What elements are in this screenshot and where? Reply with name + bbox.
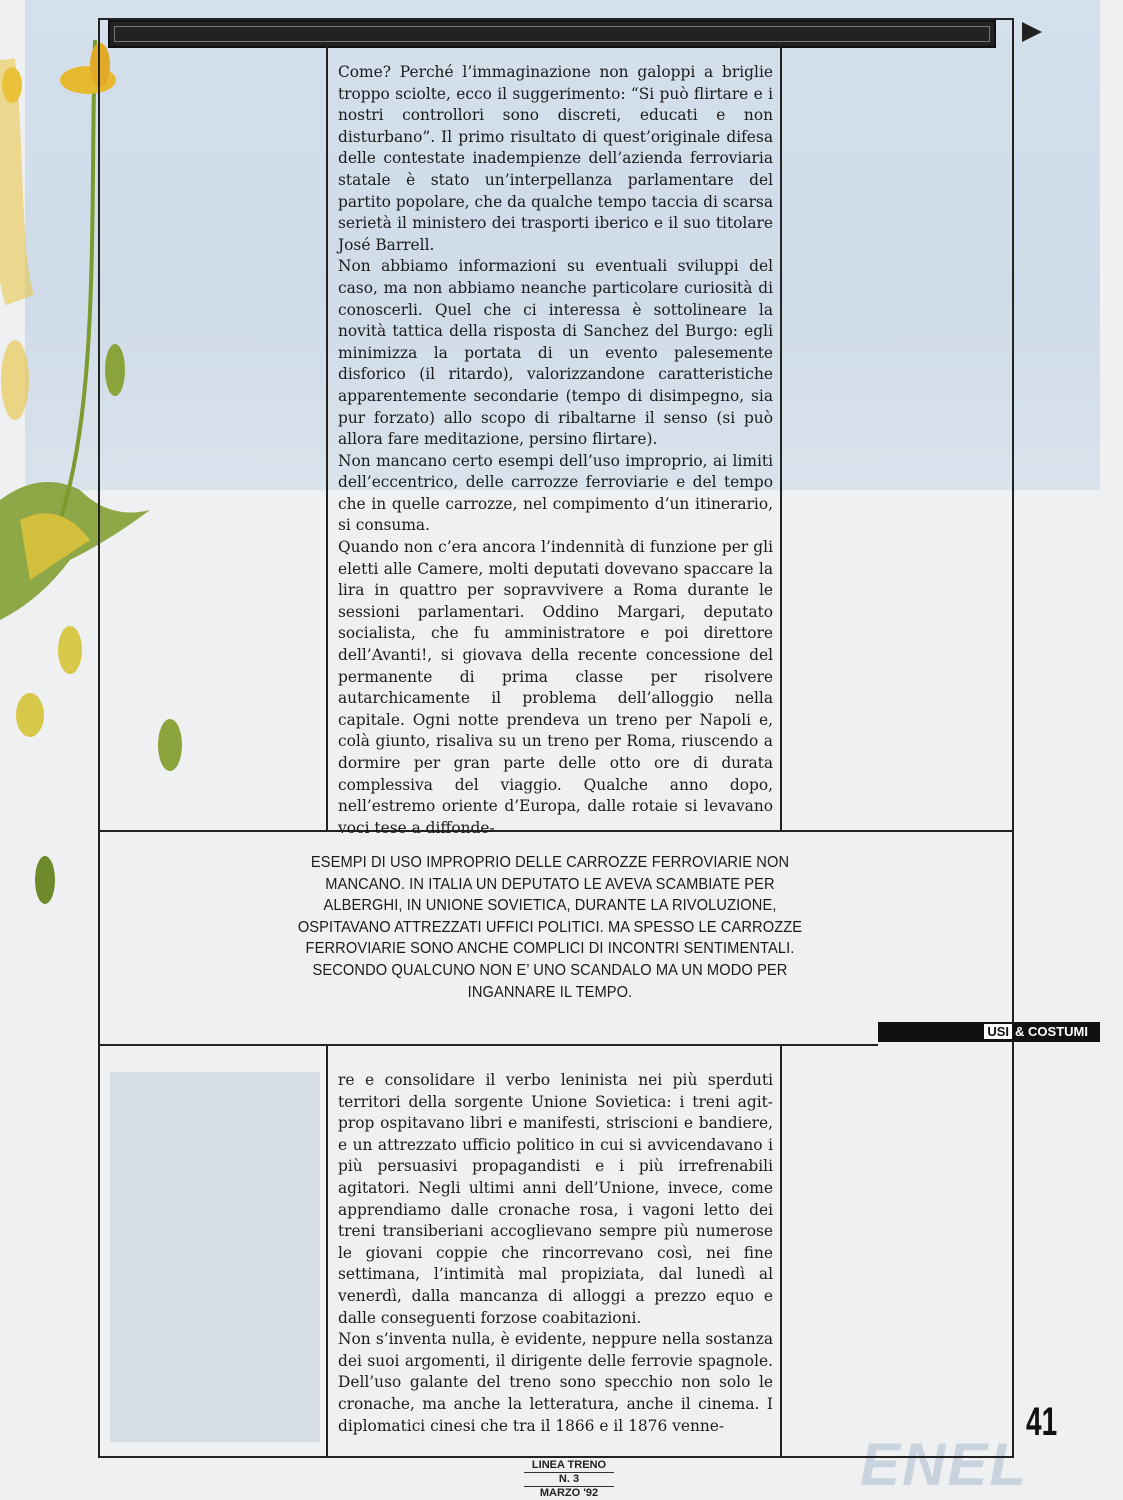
column-rule-right-lower <box>780 1044 782 1458</box>
arrow-right-icon <box>1022 22 1042 42</box>
magazine-footer <box>524 1459 614 1500</box>
paragraph: Non abbiamo informazioni su eventuali sviluppi del caso, ma non abbiamo neanche particolare curiosità di conoscerli. Quel che ci interessa è sottolineare la novità tattica della risposta di Sanchez del Burgo: egli minimizza la portata di un evento palesemente disforico (il ritardo), valorizzandone caratteristiche apparentemente secondarie (tempo di disimpegno, sia pur forzato) allo scopo di ribaltarne il senso (si può allora fare meditazione, persino flirtare). <box>338 257 773 449</box>
paragraph: Non s’inventa nulla, è evidente, neppure nella sostanza dei suoi argomenti, il dirigente delle ferrovie spagnole. Dell’uso galante del treno sono specchio non solo le cronache, ma anche la letteratura, anche il cinema. I diplomatici cinesi che tra il 1866 e il 1876 venne- <box>338 1330 773 1435</box>
paragraph: Come? Perché l’immaginazione non galoppi a briglie troppo sciolte, ecco il suggerimento: “Si può flirtare e i nostri controllori sono discreti, educati e non disturbano”. Il primo risultato di quest’originale difesa delle contestate inadempienze dell’azienda ferroviaria statale è stato un’interpellanza parlamentare del partito popolare, che da qualche tempo taccia di scarsa serietà il ministero dei trasporti iberico e il suo titolare José Barrell. <box>338 63 773 254</box>
section-tag <box>878 1022 1100 1042</box>
paragraph: re e consolidare il verbo leninista nei più sperduti territori della sorgente Unione Sovietica: i treni agit-prop ospitavano libri e manifesti, striscioni e bandiere, e un attrezzato ufficio politico in cui si avvicendavano i più persuasivi propagandisti e i più irrefrenabili agitatori. Negli ultimi anni dell’Unione, invece, come apprendiamo dalle cronache rosa, i vagoni letto dei treni transiberiani accoglievano sempre più numerose le giovani coppie che rincorrevano così, nei fine settimana, l’intimità mal propiziata, dal lunedì al venerdì, dalla mancanza di alloggi a prezzo equo e dalle conseguenti forzose coabitazioni. <box>338 1071 773 1327</box>
footer-magazine: LINEA TRENO <box>531 1459 607 1471</box>
column-rule-right <box>780 46 782 830</box>
article-column-2 <box>338 1070 773 1437</box>
column-rule-left <box>326 46 328 830</box>
background-logo: ENEL <box>860 1431 1029 1498</box>
article-column-1 <box>338 62 773 839</box>
section-tag-left: USI <box>984 1024 1012 1039</box>
paragraph: Non mancano certo esempi dell’uso improprio, ai limiti dell’eccentrico, delle carrozze ferroviarie e del tempo che in quelle carrozze, nel compimento d’un itinerario, si consuma. <box>338 451 773 535</box>
column-rule-left-lower <box>326 1044 328 1458</box>
top-bar <box>108 20 996 48</box>
section-tag-right: & COSTUMI <box>1015 1024 1088 1039</box>
pullquote-rule-bottom <box>98 1044 878 1046</box>
pull-quote: ESEMPI DI USO IMPROPRIO DELLE CARROZZE FERROVIARIE NON MANCANO. IN ITALIA UN DEPUTATO LE AVEVA SCAMBIATE PER ALBERGHI, IN UNIONE SOVIETICA, DURANTE LA RIVOLUZIONE, OSPITAVANO ATTREZZATI UFFICI POLITICI. MA SPESSO LE CARROZZE FERROVIARIE SONO ANCHE COMPLICI DI INCONTRI SENTIMENTALI. SECONDO QUALCUNO NON E’ UNO SCANDALO MA UN MODO PER INGANNARE IL TEMPO. <box>297 854 803 1001</box>
footer-issue: N. 3 <box>524 1472 614 1486</box>
footer-date: MARZO '92 <box>524 1486 614 1500</box>
page-number: 41 <box>1026 1400 1058 1444</box>
paragraph: Quando non c’era ancora l’indennità di funzione per gli eletti alle Camere, molti deputati dovevano spaccare la lira in quattro per sopravvivere a Roma durante le sessioni parlamentari. Oddino Margari, deputato socialista, che fu amministratore e poi direttore dell’Avanti!, si giovava della recente concessione del permanente di prima classe per risolvere autarchicamente il problema dell’alloggio nella capitale. Ogni notte prendeva un treno per Napoli e, colà giunto, risaliva su un treno per Roma, riuscendo a dormire per gran parte delle otto ore di durata complessiva del viaggio. Qualche anno dopo, nell’estremo oriente d’Europa, dalle rotaie si levavano voci tese a diffonde- <box>338 538 773 837</box>
